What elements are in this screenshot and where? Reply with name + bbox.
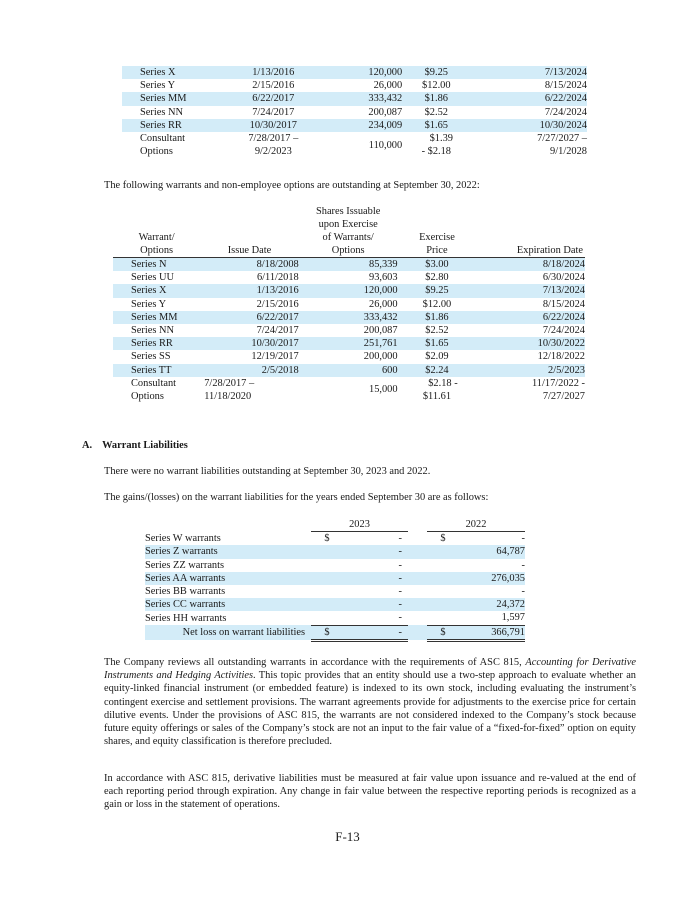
total-row: Net loss on warrant liabilities $ - $ 366,791 [145, 625, 525, 640]
table-row: Series NN 7/24/2017 200,087 $2.52 7/24/2024 [140, 106, 587, 118]
table-row: Series ZZ warrants - - [145, 559, 525, 571]
section-a-heading: A. Warrant Liabilities [82, 440, 188, 451]
header-issue-date: Issue Date [200, 205, 299, 258]
table-row: Series HH warrants - 1,597 [145, 612, 525, 624]
table-row: Series AA warrants - 276,035 [145, 572, 525, 584]
year-2022-header: 2022 [427, 518, 525, 532]
table-row: Series SS 12/19/2017 200,000 $2.09 12/18/2022 [131, 351, 585, 363]
asc-815-title: Accounting for Derivative Instruments and Hedging Activities [104, 657, 636, 682]
year-2023-header: 2023 [311, 518, 408, 532]
warrants-table-2023-continued [122, 66, 587, 158]
table-row: Series MM 6/22/2017 333,432 $1.86 6/22/2024 [113, 311, 585, 324]
gains-losses-intro: The gains/(losses) on the warrant liabilities for the years ended September 30 are as follows: [104, 492, 489, 503]
header-expiration-date: Expiration Date [476, 205, 585, 258]
table-row: Series N 8/18/2008 85,339 $3.00 8/18/2024 [113, 258, 585, 272]
table-row: Series CC warrants - 24,372 [145, 599, 525, 611]
table-row: Series BB warrants - - [145, 586, 525, 597]
asc-815-paragraph: The Company reviews all outstanding warrants in accordance with the requirements of ASC 815, Accounting for Derivative Instruments and Hedging Activities. This topic provides that an entity should use a two-step approach to evaluate whether an equity-linked financial instrument (or embedded feature) is indexed to its own stock, including evaluating the instrument’s contingent exercise and settlement provisions. The warrant agreements provide for adjustments to the exercise price for certain dilutive events. Under the provisions of ASC 815, the warrants are not considered indexed to the Company’s stock because future equity offerings or sales of the Company’s stock are not an input to the fair value of a “fixed-for-fixed” option on equity shares, and equity classification is therefore precluded. [104, 657, 636, 748]
table-header-row: Warrant/ Options Issue Date Shares Issuable upon Exercise of Warrants/ Options Exercise Price Expiration Date [113, 205, 585, 258]
table-row: Series NN 7/24/2017 200,087 $2.52 7/24/2024 [131, 325, 585, 337]
table-row: Series Y 2/15/2016 26,000 $12.00 8/15/2024 [131, 298, 585, 310]
section-a-title: Warrant Liabilities [102, 440, 188, 451]
table-row-consultant-options: Consultant Options 7/28/2017 – 11/18/2020 15,000 $2.18 - $11.61 11/17/2022 - 7/27/2027 [131, 377, 585, 403]
fair-value-paragraph: In accordance with ASC 815, derivative liabilities must be measured at fair value upon issuance and re-valued at the end of each reporting period through expiration. Any change in fair value between the respective reporting periods is recognized as a gain or loss in the statement of operations. [104, 773, 636, 811]
table-row: Series W warrants $ - $ - [145, 532, 525, 545]
table-row-consultant-options: Consultant Options 7/28/2017 – 9/2/2023 110,000 $1.39 - $2.18 7/27/2027 – 9/1/2028 [140, 133, 587, 158]
table-row: Series UU 6/11/2018 93,603 $2.80 6/30/2024 [131, 272, 585, 284]
table-row: Series TT 2/5/2018 600 $2.24 2/5/2023 [113, 364, 585, 377]
table-row: Series Y 2/15/2016 26,000 $12.00 8/15/2024 [140, 80, 587, 92]
table-row: Series Z warrants - 64,787 [145, 546, 525, 558]
page-number: F-13 [335, 829, 360, 844]
intro-2022-text: The following warrants and non-employee options are outstanding at September 30, 2022: [104, 180, 480, 191]
warrant-gains-losses-table [145, 518, 525, 642]
year-header-row [145, 518, 525, 532]
table-row: Series RR 10/30/2017 234,009 $1.65 10/30/2024 [122, 119, 587, 132]
table-row: Series X 1/13/2016 120,000 $9.25 7/13/2024 [122, 66, 587, 79]
table-row: Series MM 6/22/2017 333,432 $1.86 6/22/2024 [122, 92, 587, 105]
header-shares-issuable: Shares Issuable upon Exercise of Warrants/ Options [299, 205, 398, 258]
no-liabilities-text: There were no warrant liabilities outstanding at September 30, 2023 and 2022. [104, 466, 431, 477]
table-row: Series X 1/13/2016 120,000 $9.25 7/13/2024 [113, 284, 585, 297]
warrants-table-2022 [113, 205, 585, 403]
table-row: Series RR 10/30/2017 251,761 $1.65 10/30/2022 [113, 337, 585, 350]
header-warrant-options: Warrant/ [138, 232, 175, 243]
header-exercise-price: Exercise Price [398, 205, 477, 258]
